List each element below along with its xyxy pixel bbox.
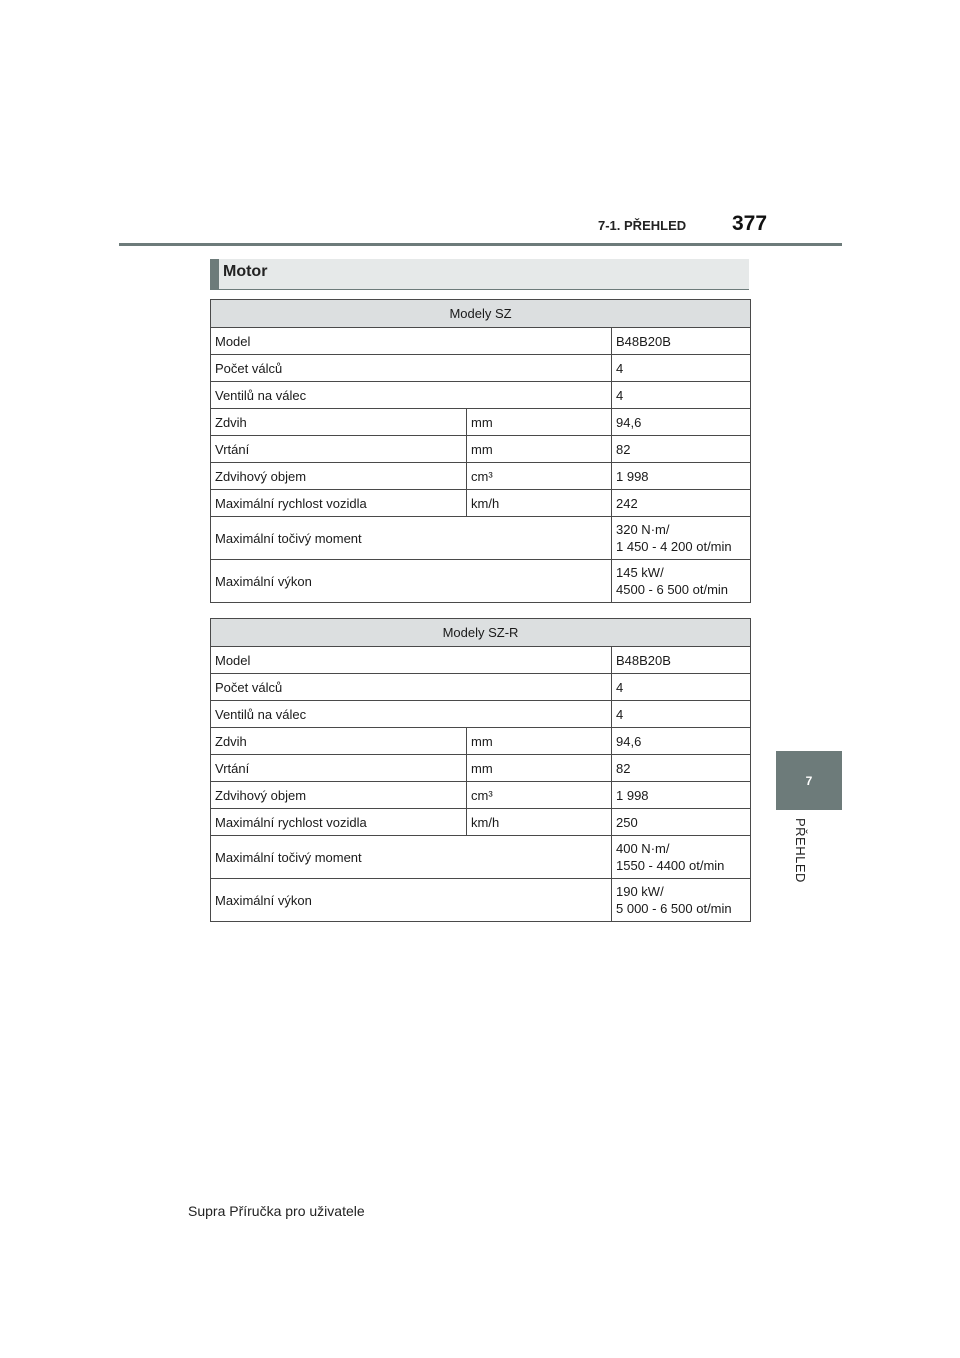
row-value-line: 4500 - 6 500 ot/min xyxy=(616,582,729,597)
section-title: Motor xyxy=(223,263,268,280)
row-value: B48B20B xyxy=(612,647,751,674)
table-row xyxy=(211,809,751,836)
row-label: Zdvihový objem xyxy=(211,463,467,490)
row-value: 94,6 xyxy=(612,728,751,755)
row-label: Zdvihový objem xyxy=(211,782,467,809)
row-label: Počet válců xyxy=(211,674,612,701)
section-heading xyxy=(210,259,749,290)
row-value: 82 xyxy=(612,755,751,782)
chapter-tab xyxy=(776,751,842,810)
row-value-line: 320 N·m/ xyxy=(616,522,670,537)
row-unit: mm xyxy=(467,409,612,436)
table-row xyxy=(211,836,751,879)
row-unit: cm³ xyxy=(467,782,612,809)
row-value: 4 xyxy=(612,355,751,382)
row-label: Maximální rychlost vozidla xyxy=(211,490,467,517)
row-value xyxy=(612,560,751,603)
row-value: 1 998 xyxy=(612,463,751,490)
table-row xyxy=(211,463,751,490)
table-row xyxy=(211,879,751,922)
table-row xyxy=(211,355,751,382)
chapter-number: 7 xyxy=(805,773,813,788)
page-number: 377 xyxy=(732,212,768,235)
row-label: Zdvih xyxy=(211,409,467,436)
row-value: 4 xyxy=(612,382,751,409)
row-label: Model xyxy=(211,328,612,355)
table-row xyxy=(211,517,751,560)
row-value xyxy=(612,879,751,922)
row-unit: mm xyxy=(467,728,612,755)
table-row xyxy=(211,782,751,809)
row-label: Zdvih xyxy=(211,728,467,755)
table-row xyxy=(211,701,751,728)
row-label: Maximální rychlost vozidla xyxy=(211,809,467,836)
row-value: 1 998 xyxy=(612,782,751,809)
table-row xyxy=(211,560,751,603)
row-value: 82 xyxy=(612,436,751,463)
row-unit: cm³ xyxy=(467,463,612,490)
row-label: Model xyxy=(211,647,612,674)
table-row xyxy=(211,755,751,782)
row-value: 250 xyxy=(612,809,751,836)
footer-manual-title: Supra Příručka pro uživatele xyxy=(188,1203,365,1219)
chapter-label: PŘEHLED xyxy=(793,818,808,883)
row-unit: mm xyxy=(467,436,612,463)
row-label: Maximální výkon xyxy=(211,560,612,603)
row-value-line: 400 N·m/ xyxy=(616,841,670,856)
row-unit: mm xyxy=(467,755,612,782)
table-row xyxy=(211,409,751,436)
row-value: B48B20B xyxy=(612,328,751,355)
table-row xyxy=(211,728,751,755)
row-label: Maximální točivý moment xyxy=(211,836,612,879)
table-row xyxy=(211,436,751,463)
row-value-line: 1550 - 4400 ot/min xyxy=(616,858,725,873)
spec-table-sz-r xyxy=(210,618,751,922)
row-unit: km/h xyxy=(467,490,612,517)
table-row xyxy=(211,328,751,355)
row-value-line: 1 450 - 4 200 ot/min xyxy=(616,539,732,554)
row-label: Ventilů na válec xyxy=(211,701,612,728)
table-caption: Modely SZ xyxy=(211,300,751,328)
row-value: 4 xyxy=(612,701,751,728)
table-row xyxy=(211,647,751,674)
row-value-line: 145 kW/ xyxy=(616,565,664,580)
table-row xyxy=(211,382,751,409)
header-section-title: 7-1. PŘEHLED xyxy=(598,218,687,233)
row-value xyxy=(612,517,751,560)
row-label: Vrtání xyxy=(211,436,467,463)
row-unit: km/h xyxy=(467,809,612,836)
table-caption: Modely SZ-R xyxy=(211,619,751,647)
row-label: Počet válců xyxy=(211,355,612,382)
table-row xyxy=(211,490,751,517)
row-value xyxy=(612,836,751,879)
row-value: 242 xyxy=(612,490,751,517)
row-label: Ventilů na válec xyxy=(211,382,612,409)
row-label: Maximální výkon xyxy=(211,879,612,922)
row-value-line: 190 kW/ xyxy=(616,884,664,899)
row-value: 94,6 xyxy=(612,409,751,436)
row-label: Vrtání xyxy=(211,755,467,782)
section-heading-bar xyxy=(210,259,219,289)
row-value-line: 5 000 - 6 500 ot/min xyxy=(616,901,732,916)
row-label: Maximální točivý moment xyxy=(211,517,612,560)
table-row xyxy=(211,674,751,701)
header-divider xyxy=(119,243,842,246)
row-value: 4 xyxy=(612,674,751,701)
spec-table-sz xyxy=(210,299,751,603)
